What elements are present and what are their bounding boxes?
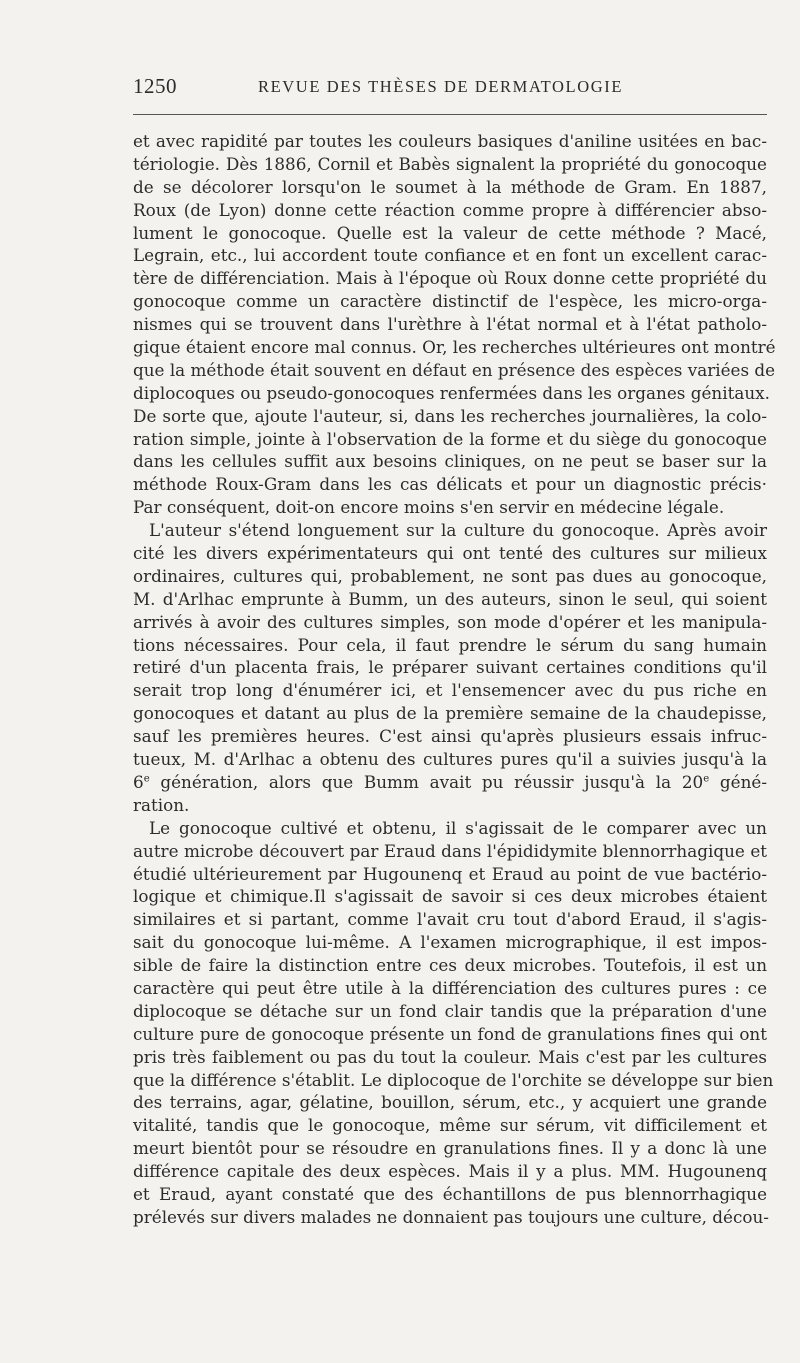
- text-line: M. d'Arlhac emprunte à Bumm, un des auteurs, sinon le seul, qui soient: [133, 588, 767, 609]
- text-line: tériologie. Dès 1886, Cornil et Babès signalent la propriété du gonocoque: [133, 153, 767, 174]
- text-line: ordinaires, cultures qui, probablement, ne sont pas dues au gonocoque,: [133, 565, 767, 586]
- text-line: nismes qui se trouvent dans l'urèthre à l'état normal et à l'état patholo-: [133, 314, 767, 335]
- text-line: caractère qui peut être utile à la différenciation des cultures pures : ce: [133, 977, 767, 998]
- text-line: tueux, M. d'Arlhac a obtenu des cultures pures qu'il a suivies jusqu'à la: [133, 749, 767, 770]
- text-line: similaires et si partant, comme l'avait cru tout d'abord Eraud, il s'agis-: [133, 909, 767, 930]
- text-line: gique étaient encore mal connus. Or, les recherches ultérieures ont montré: [133, 337, 776, 358]
- text-line: cité les divers expérimentateurs qui ont tenté des cultures sur milieux: [133, 543, 767, 564]
- text-line: sait du gonocoque lui-même. A l'examen micrographique, il est impos-: [133, 932, 767, 953]
- text-line: ration simple, jointe à l'observation de la forme et du siège du gonocoque: [133, 428, 767, 449]
- text-line: tions nécessaires. Pour cela, il faut prendre le sérum du sang humain: [133, 634, 767, 655]
- text-line: étudié ultérieurement par Hugounenq et Eraud au point de vue bactério-: [133, 863, 767, 884]
- text-line: gonocoque comme un caractère distinctif de l'espèce, les micro-orga-: [133, 291, 767, 312]
- text-line: différence capitale des deux espèces. Mais il y a plus. MM. Hugounenq: [133, 1161, 767, 1182]
- text-line: diplocoque se détache sur un fond clair tandis que la préparation d'une: [133, 1000, 767, 1021]
- text-line: et avec rapidité par toutes les couleurs basiques d'aniline usitées en bac-: [133, 131, 767, 151]
- text-line: Legrain, etc., lui accordent toute confiance et en font un excellent carac-: [133, 245, 767, 266]
- body-text: [133, 130, 776, 1229]
- text-line: que la méthode était souvent en défaut en présence des espèces variées de: [133, 359, 776, 380]
- text-line: Le gonocoque cultivé et obtenu, il s'agissait de le comparer avec un: [149, 817, 767, 838]
- text-line: que la différence s'établit. Le diplocoque de l'orchite se développe sur bien: [133, 1069, 774, 1090]
- text-line: Par conséquent, doit-on encore moins s'en servir en médecine légale.: [133, 497, 725, 518]
- page-number: 1250: [133, 74, 177, 98]
- text-line: et Eraud, ayant constaté que des échantillons de pus blennorrhagique: [133, 1183, 767, 1204]
- text-line: retiré d'un placenta frais, le préparer suivant certaines conditions qu'il: [133, 657, 767, 678]
- text-line: ration.: [133, 794, 190, 815]
- text-line: gonocoques et datant au plus de la première semaine de la chaudepisse,: [133, 703, 767, 724]
- text-line: des terrains, agar, gélatine, bouillon, sérum, etc., y acquiert une grande: [133, 1092, 767, 1113]
- header-rule: [133, 114, 767, 115]
- text-line: dans les cellules suffit aux besoins cliniques, on ne peut se baser sur la: [133, 451, 767, 472]
- text-line: meurt bientôt pour se résoudre en granulations fines. Il y a donc là une: [133, 1138, 767, 1159]
- text-line: lument le gonocoque. Quelle est la valeur de cette méthode ? Macé,: [133, 222, 767, 243]
- page-header: [133, 74, 767, 98]
- text-line: Roux (de Lyon) donne cette réaction comme propre à différencier abso-: [133, 199, 767, 220]
- text-line: 6e génération, alors que Bumm avait pu réussir jusqu'à la 20e géné-: [133, 771, 767, 792]
- text-line: culture pure de gonocoque présente un fond de granulations fines qui ont: [133, 1023, 767, 1044]
- text-line: serait trop long d'énumérer ici, et l'ensemencer avec du pus riche en: [133, 680, 767, 701]
- running-title: REVUE DES THÈSES DE DERMATOLOGIE: [258, 77, 624, 96]
- text-line: logique et chimique.Il s'agissait de savoir si ces deux microbes étaient: [133, 886, 767, 907]
- text-line: L'auteur s'étend longuement sur la culture du gonocoque. Après avoir: [149, 520, 767, 541]
- text-line: vitalité, tandis que le gonocoque, même sur sérum, vit difficilement et: [133, 1115, 767, 1136]
- text-line: de se décolorer lorsqu'on le soumet à la méthode de Gram. En 1887,: [133, 176, 767, 197]
- text-line: sible de faire la distinction entre ces deux microbes. Toutefois, il est un: [133, 955, 767, 976]
- text-line: diplocoques ou pseudo-gonocoques renfermées dans les organes génitaux.: [133, 382, 770, 403]
- text-line: tère de différenciation. Mais à l'époque où Roux donne cette propriété du: [133, 268, 767, 289]
- text-line: prélevés sur divers malades ne donnaient pas toujours une culture, décou-: [133, 1206, 769, 1227]
- text-line: De sorte que, ajoute l'auteur, si, dans les recherches journalières, la colo-: [133, 405, 767, 426]
- text-line: arrivés à avoir des cultures simples, son mode d'opérer et les manipula-: [133, 611, 767, 632]
- text-line: pris très faiblement ou pas du tout la couleur. Mais c'est par les cultures: [133, 1046, 767, 1067]
- text-line: sauf les premières heures. C'est ainsi qu'après plusieurs essais infruc-: [133, 726, 767, 747]
- text-line: autre microbe découvert par Eraud dans l'épididymite blennorrhagique et: [133, 840, 767, 861]
- text-line: méthode Roux-Gram dans les cas délicats et pour un diagnostic précis·: [133, 474, 767, 495]
